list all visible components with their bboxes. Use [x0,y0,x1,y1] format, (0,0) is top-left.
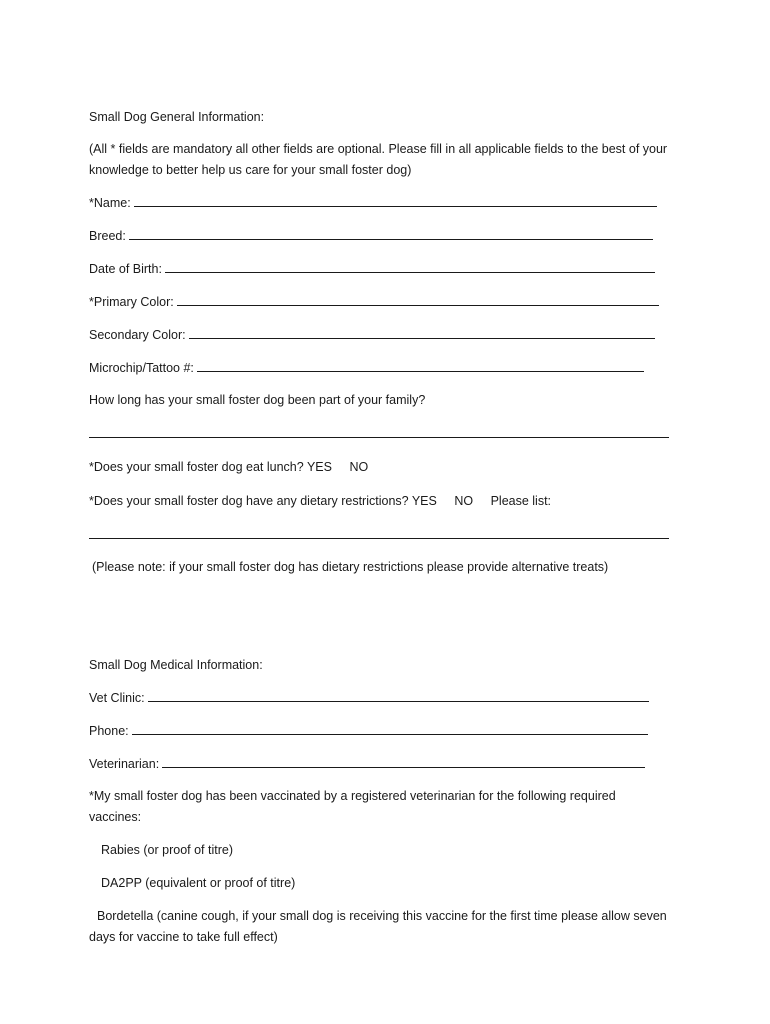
medical-heading: Small Dog Medical Information: [89,658,263,672]
microchip-field [89,358,644,378]
dietary-yes-option[interactable]: YES [411,494,437,508]
primary-color-label: *Primary Color: [89,295,174,309]
secondary-color-label: Secondary Color: [89,328,186,342]
vaccinated-statement: *My small foster dog has been vaccinated by a registered veterinarian for the following required vaccines: [89,789,616,824]
phone-blank[interactable] [132,722,648,735]
name-blank[interactable] [134,194,657,207]
microchip-blank[interactable] [197,359,644,372]
veterinarian-field [89,754,645,774]
dietary-question: *Does your small foster dog have any dietary restrictions? [89,494,409,508]
dob-label: Date of Birth: [89,262,162,276]
dietary-list-label: Please list: [490,494,552,508]
breed-blank[interactable] [129,227,653,240]
vet-clinic-field [89,688,649,708]
general-heading: Small Dog General Information: [89,110,265,124]
primary-color-field [89,292,659,312]
phone-label: Phone: [89,724,129,738]
veterinarian-blank[interactable] [162,755,645,768]
dob-blank[interactable] [165,260,655,273]
breed-label: Breed: [89,229,126,243]
secondary-color-field [89,325,655,345]
vet-clinic-label: Vet Clinic: [89,691,145,705]
vaccine-item: DA2PP (equivalent or proof of titre) [101,876,296,890]
family-question: How long has your small foster dog been part of your family? [89,393,426,407]
lunch-yes-option[interactable]: YES [306,460,332,474]
general-intro: (All * fields are mandatory all other fields are optional. Please fill in all applicable fields to the best of your knowledge to better help us care for your small foster dog) [89,142,668,177]
primary-color-blank[interactable] [177,293,659,306]
dob-field [89,259,655,279]
vaccine-item: Rabies (or proof of titre) [101,843,233,857]
lunch-question: *Does your small foster dog eat lunch? [89,460,304,474]
name-field [89,193,657,213]
microchip-label: Microchip/Tattoo #: [89,361,194,375]
dietary-answer-line[interactable] [89,538,669,539]
dietary-no-option[interactable]: NO [454,494,474,508]
family-answer-line[interactable] [89,437,669,438]
name-label: *Name: [89,196,131,210]
phone-field [89,721,648,741]
dietary-note: (Please note: if your small foster dog has dietary restrictions please provide alternative treats) [92,560,609,574]
lunch-no-option[interactable]: NO [349,460,369,474]
veterinarian-label: Veterinarian: [89,757,160,771]
secondary-color-blank[interactable] [189,326,655,339]
vet-clinic-blank[interactable] [148,689,649,702]
dietary-question-row [89,491,551,511]
breed-field [89,226,653,246]
lunch-question-row [89,457,368,477]
vaccine-item: Bordetella (canine cough, if your small dog is receiving this vaccine for the first time please allow seven days for vaccine to take full effect) [89,909,667,944]
